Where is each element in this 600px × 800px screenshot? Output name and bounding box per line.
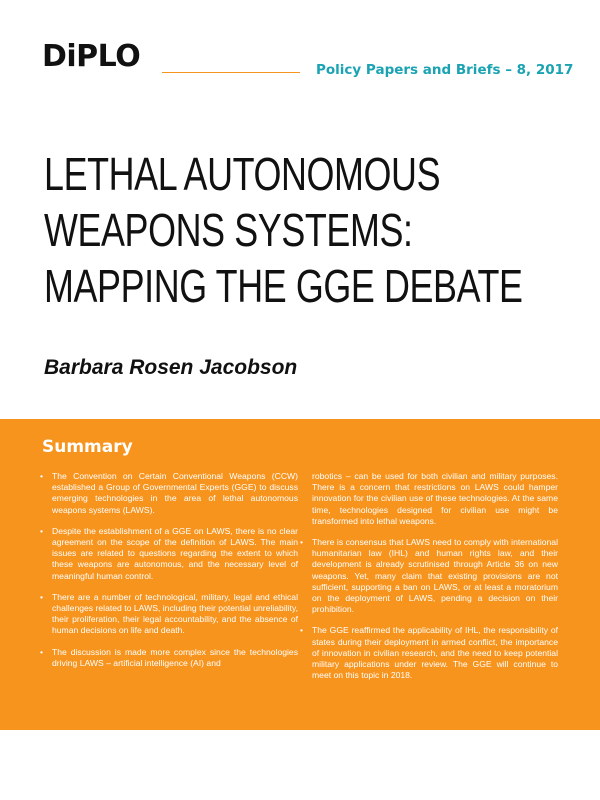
header-divider <box>162 72 300 73</box>
summary-heading: Summary <box>42 437 133 457</box>
summary-item: • The discussion is made more complex since the technologies driving LAWS – artificial intelligence (AI) and <box>52 647 298 669</box>
summary-left-column <box>52 471 298 679</box>
title-line-2: WEAPONS SYSTEMS: <box>44 204 413 256</box>
summary-section <box>0 419 600 730</box>
title-line-3: MAPPING THE GGE DEBATE <box>44 260 523 312</box>
summary-item: • The Convention on Certain Conventional Weapons (CCW) established a Group of Governmental Experts (GGE) to discuss emerging technologies in the area of lethal autonomous weapons systems (LAWS). <box>52 471 298 516</box>
summary-item: • The GGE reaffirmed the applicability of IHL, the responsibility of states during their deployment in armed conflict, the importance of innovation in civilian research, and the need to keep potential military applications under review. The GGE will continue to meet on this topic in 2018. <box>312 625 558 681</box>
document-title <box>44 146 523 314</box>
summary-right-column <box>312 471 558 691</box>
title-line-1: LETHAL AUTONOMOUS <box>44 148 441 200</box>
summary-item: • Despite the establishment of a GGE on LAWS, there is no clear agreement on the scope of the definition of LAWS. The main issues are related to questions regarding the extent to which these weapons are autonomous, and the necessary level of meaningful human control. <box>52 526 298 582</box>
summary-item-continuation: robotics – can be used for both civilian and military purposes. There is a concern that restrictions on LAWS could hamper innovation for the civilian use of these technologies. At the same time, technologies designed for civilian use might be transformed into lethal weapons. <box>312 471 558 526</box>
summary-item: • There are a number of technological, military, legal and ethical challenges related to LAWS, including their potential unreliability, their proliferation, their legal accountability, and the absence of human decisions on life and death. <box>52 592 298 637</box>
author-name: Barbara Rosen Jacobson <box>44 356 298 379</box>
diplo-logo: DiPLO <box>42 39 141 74</box>
series-label: Policy Papers and Briefs – 8, 2017 <box>316 62 574 78</box>
summary-item: • There is consensus that LAWS need to comply with international humanitarian law (IHL) and human rights law, and their development is already scrutinised through Article 36 on new weapons. Yet, many claim that existing provisions are not sufficient, supporting a ban on LAWS, or at least a moratorium on the deployment of LAWS, pending a decision on their prohibition. <box>312 537 558 615</box>
